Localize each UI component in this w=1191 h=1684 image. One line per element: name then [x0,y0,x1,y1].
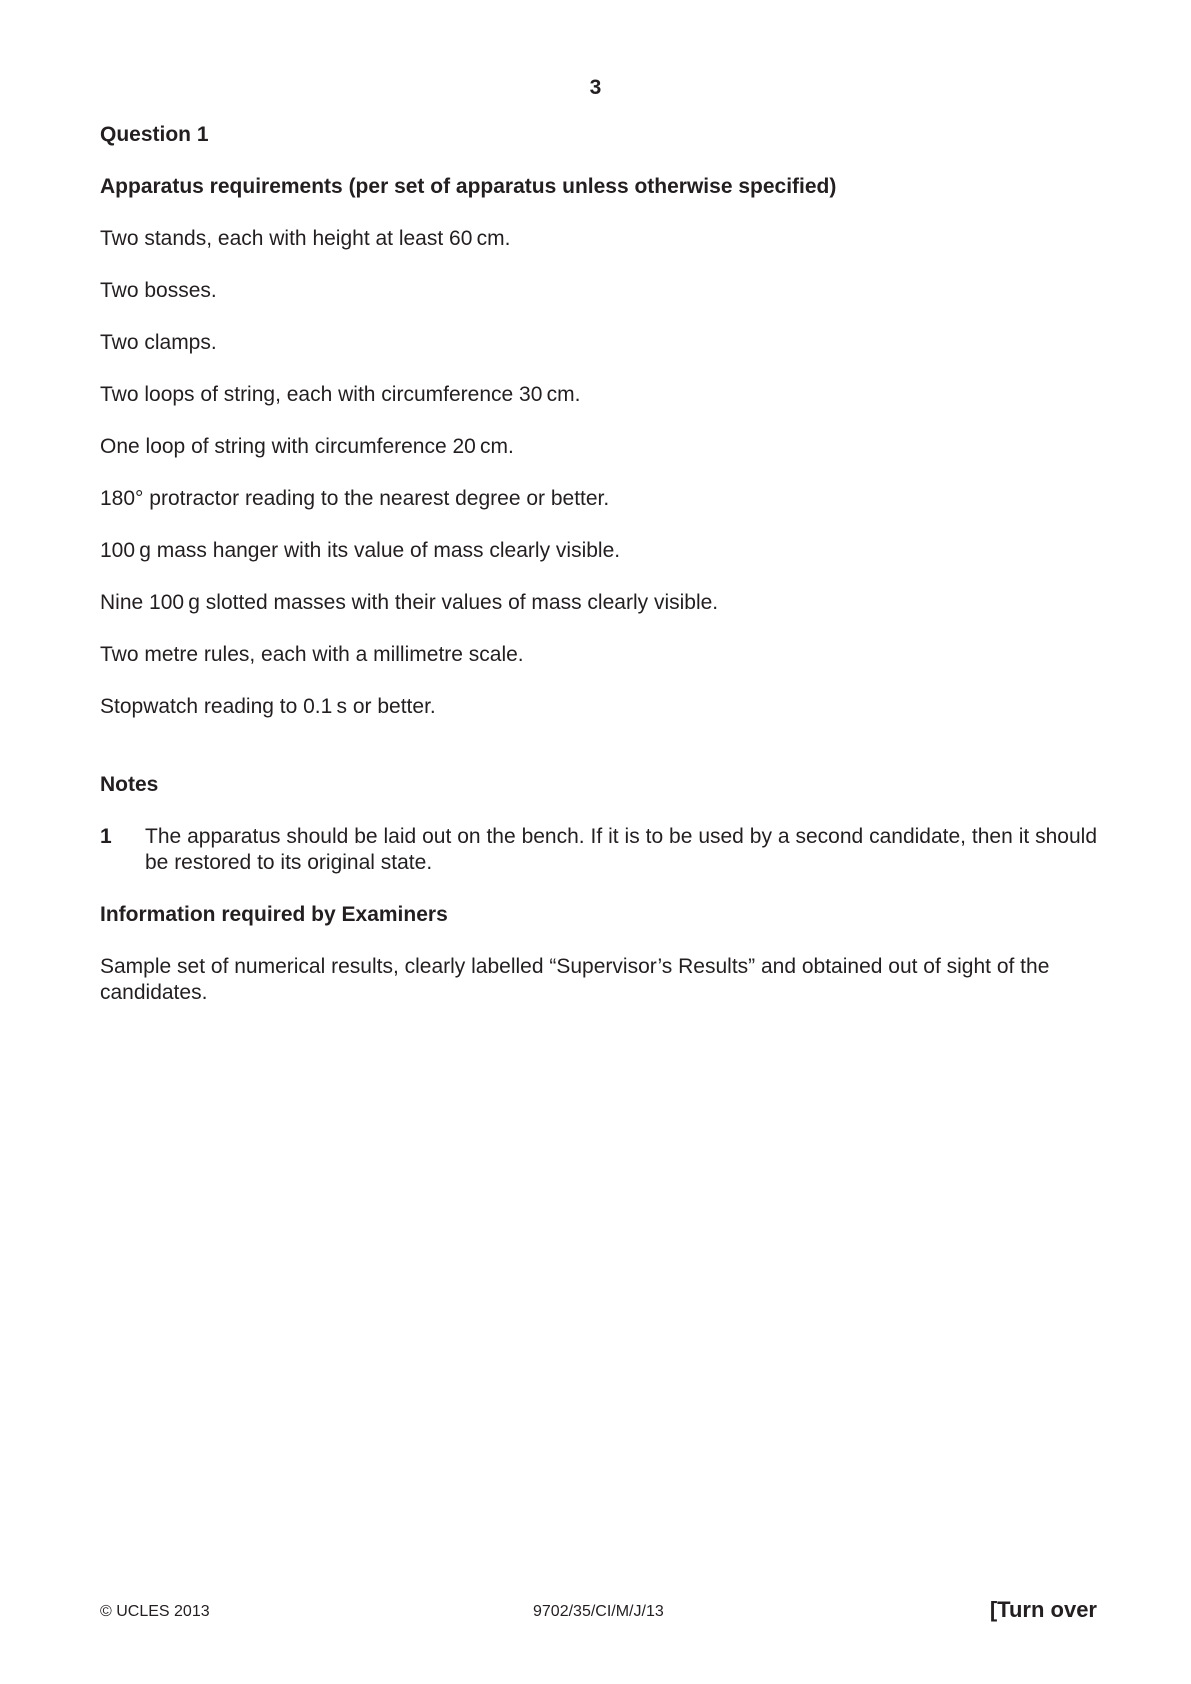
apparatus-item: Two clamps. [100,331,217,354]
apparatus-item: Two loops of string, each with circumference 30 cm. [100,383,581,406]
apparatus-item: Two bosses. [100,279,217,302]
footer-copyright: © UCLES 2013 [100,1603,210,1620]
apparatus-item: Stopwatch reading to 0.1 s or better. [100,695,436,718]
document-body [100,122,1097,1006]
footer-turn-over: [Turn over [989,1597,1097,1622]
footer-code: 9702/35/CI/M/J/13 [533,1603,664,1620]
apparatus-item: 100 g mass hanger with its value of mass clearly visible. [100,539,621,562]
page-number: 3 [589,76,602,99]
notes-heading: Notes [100,773,159,796]
apparatus-item: One loop of string with circumference 20 cm. [100,435,514,458]
note-item [100,824,1097,876]
note-text: The apparatus should be laid out on the bench. If it is to be used by a second candidate, then it should be restored to its original state. [145,825,1097,874]
apparatus-heading: Apparatus requirements (per set of apparatus unless otherwise specified) [100,175,837,198]
question-title: Question 1 [100,123,209,146]
apparatus-list [100,226,1097,720]
examiners-heading: Information required by Examiners [100,903,448,926]
apparatus-item: Nine 100 g slotted masses with their values of mass clearly visible. [100,591,719,614]
examiners-text: Sample set of numerical results, clearly labelled “Supervisor’s Results” and obtained out of sight of the candidates. [100,955,1050,1004]
apparatus-item: Two metre rules, each with a millimetre scale. [100,643,524,666]
apparatus-item: 180° protractor reading to the nearest degree or better. [100,487,610,510]
apparatus-item: Two stands, each with height at least 60 cm. [100,227,511,250]
note-number: 1 [100,825,112,848]
